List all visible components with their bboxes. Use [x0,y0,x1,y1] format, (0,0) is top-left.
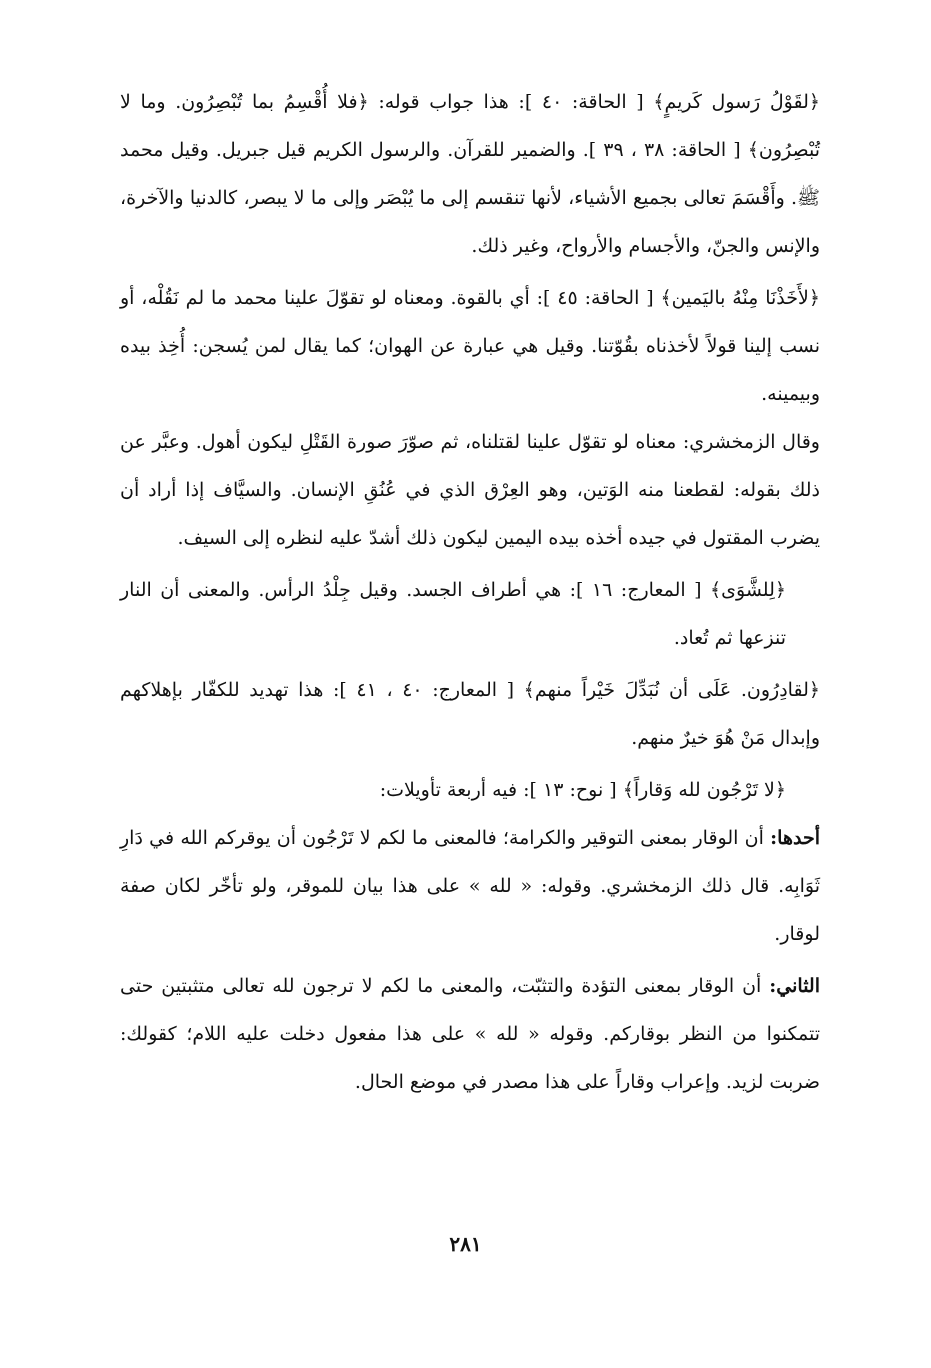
paragraph-first-interpretation [120,814,820,958]
page-number: ٢٨١ [449,1232,482,1256]
paragraph-lead: الثاني: [769,975,820,997]
paragraph-zamakhshari [120,418,820,562]
paragraph-text: أن الوقار بمعنى التؤدة والتثبّت، والمعنى ما لكم لا ترجون لله تعالى متثبتين حتى تتمكنوا من النظر بوقاركم. وقوله « لله » على هذا مفعول دخلت عليه اللام؛ كقولك: ضربت لزيد. وإعراب وقاراً على هذا مصدر في موضع الحال. [120,975,820,1093]
paragraph-text: ﴿لقادِرُون. عَلَى أن نُبَدِّلَ خَيْراً منهم﴾ [ المعارج: ٤٠ ، ٤١ ]: هذا تهديد للكفّار بإهلاكهم وإبدال مَنْ هُوَ خيرٌ منهم. [120,679,821,749]
paragraph-text: ﴿لقَوْلُ رَسول كَريمٍ﴾ [ الحاقة: ٤٠ ]: هذا جواب قوله: ﴿فلا أُقْسِمُ بما تُبْصِرُون. وما لا تُبْصِرُون﴾ [ الحاقة: ٣٨ ، ٣٩ ]. والضمير للقرآن. والرسول الكريم قيل جبريل. وقيل محمد ﷺ. وأَقْسَمَ تعالى بجميع الأشياء، لأنها تنقسم إلى ما يُبْصَر وإلى ما لا يبصر، كالدنيا والآخرة، والإنس والجنّ، والأجسام والأرواح، وغير ذلك. [120,91,820,257]
paragraph-lqawl-rasul [120,78,820,270]
paragraph-text: ﴿لأَخَذْنَا مِنْهُ باليَمين﴾ [ الحاقة: ٤٥ ]: أي بالقوة. ومعناه لو تقوّلَ علينا محمد ما لم نَقُلْه، أو نسب إلينا قولاً لأخذناه بقُوّتنا. وقيل هي عبارة عن الهوان؛ كما يقال لمن يُسجن: أُخِذ بيده وبيمينه. [120,287,820,405]
paragraph-laakhadhna [120,274,820,418]
paragraph-second-interpretation [120,962,820,1106]
paragraph-la-tarjun [120,766,820,814]
paragraph-text: ﴿لا تَرْجُون لله وَقاراً﴾ [ نوح: ١٣ ]: فيه أربعة تأويلات: [379,779,786,801]
paragraph-text: وقال الزمخشري: معناه لو تقوّل علينا لقتلناه، ثم صوّرَ صورة القَتْلِ ليكون أهول. وعبَّر عن ذلك بقوله: لقطعنا منه الوَتين، وهو العِرْق الذي في عُنُقِ الإنسان. والسيَّاف إذا أراد أن يضرب المقتول في جيده أخذه بيده اليمين ليكون ذلك أشدّ عليه لنظره إلى السيف. [120,431,820,549]
paragraph-text: ﴿لِلشَّوَى﴾ [ المعارج: ١٦ ]: هي أطراف الجسد. وقيل جِلْدُ الرأس. والمعنى أن النار تنزعها ثم تُعاد. [120,579,786,649]
paragraph-laqadirun [120,666,820,762]
paragraph-text: أن الوقار بمعنى التوقير والكرامة؛ فالمعنى ما لكم لا تَرْجُون أن يوقركم الله في دَارِ ثَوَابِه. قال ذلك الزمخشري. وقوله: « لله » على هذا بيان للموقر، ولو تأخّر لكان صفة لوقار. [120,827,820,945]
paragraph-lead: أحدها: [770,827,820,849]
paragraph-lishshawa [120,566,820,662]
page-body [120,78,820,1106]
